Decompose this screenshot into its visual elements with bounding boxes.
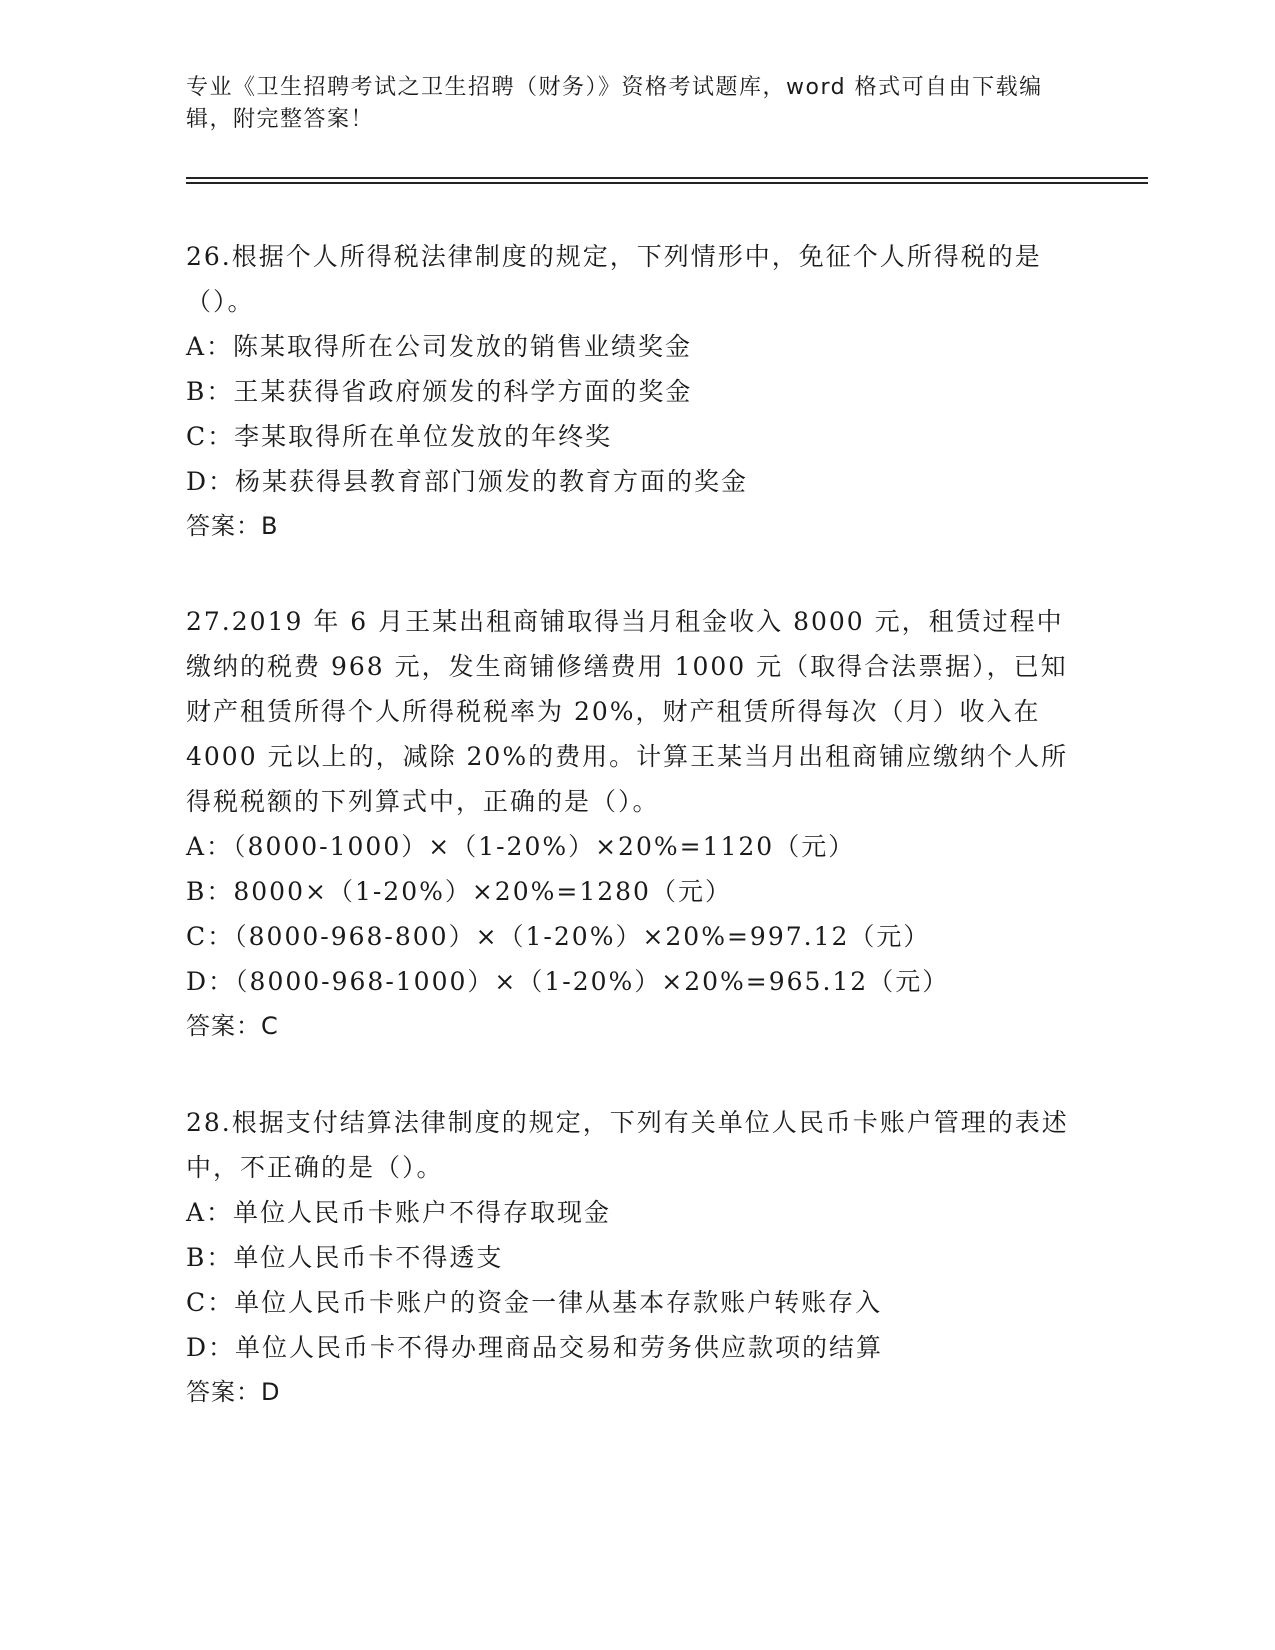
question-stem: 28.根据支付结算法律制度的规定，下列有关单位人民币卡账户管理的表述中，不正确的是（）。 (186, 1108, 1069, 1182)
option-b: B：单位人民币卡不得透支 (186, 1243, 504, 1272)
option-b: B：8000×（1-20%）×20%=1280（元） (186, 877, 732, 906)
option-c: C：单位人民币卡账户的资金一律从基本存款账户转账存入 (186, 1288, 883, 1317)
option-d: D：杨某获得县教育部门颁发的教育方面的奖金 (186, 467, 749, 496)
option-d: D：单位人民币卡不得办理商品交易和劳务供应款项的结算 (186, 1333, 884, 1362)
option-a: A：（8000-1000）×（1-20%）×20%=1120（元） (186, 832, 856, 861)
option-a: A：单位人民币卡账户不得存取现金 (186, 1198, 612, 1227)
answer: 答案：B (186, 512, 279, 540)
header-divider-bottom (186, 182, 1148, 184)
question-stem: 26.根据个人所得税法律制度的规定，下列情形中，免征个人所得税的是（）。 (186, 242, 1042, 316)
question-27 (186, 599, 1086, 1049)
document-header: 专业《卫生招聘考试之卫生招聘（财务）》资格考试题库，word 格式可自由下载编辑，附完整答案！ (186, 75, 1043, 132)
question-28 (186, 1100, 1086, 1415)
option-c: C：（8000-968-800）×（1-20%）×20%=997.12（元） (186, 922, 931, 951)
option-b: B：王某获得省政府颁发的科学方面的奖金 (186, 377, 693, 406)
question-stem: 27.2019 年 6 月王某出租商铺取得当月租金收入 8000 元，租赁过程中缴纳的税费 968 元，发生商铺修缮费用 1000 元（取得合法票据），已知财产租赁所得个人所得税税率为 20%，财产租赁所得每次（月）收入在 4000 元以上的，减除 20%的费用。计算王某当月出租商铺应缴纳个人所得税税额的下列算式中，正确的是（）。 (186, 607, 1069, 816)
header-divider-top (186, 177, 1148, 179)
option-a: A：陈某取得所在公司发放的销售业绩奖金 (186, 332, 693, 361)
answer: 答案：D (186, 1378, 281, 1406)
answer: 答案：C (186, 1012, 279, 1040)
option-c: C：李某取得所在单位发放的年终奖 (186, 422, 613, 451)
option-d: D：（8000-968-1000）×（1-20%）×20%=965.12（元） (186, 967, 950, 996)
question-26 (186, 234, 1086, 549)
